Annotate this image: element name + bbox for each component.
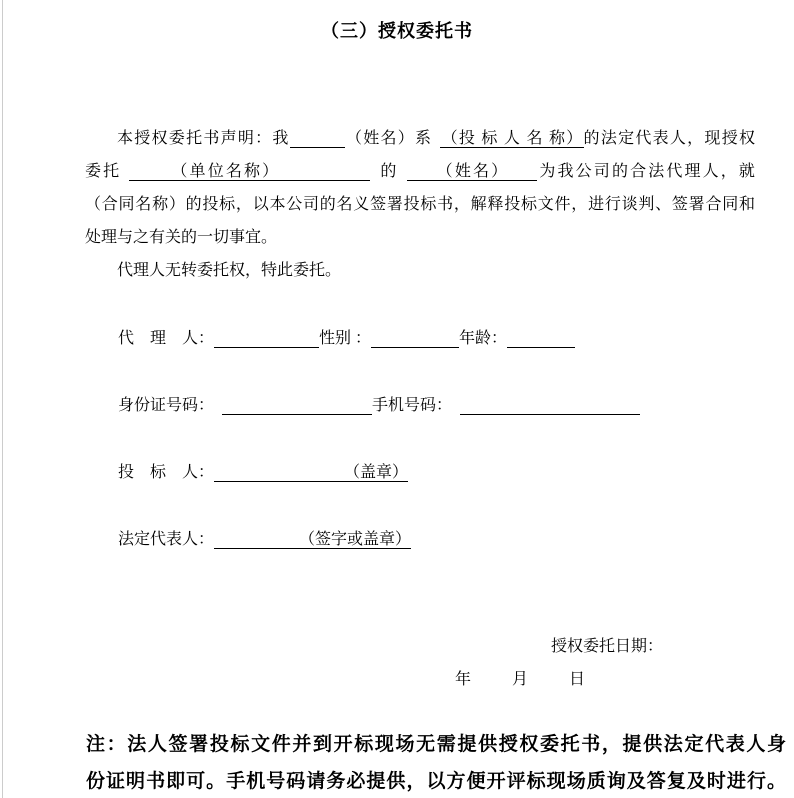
declaration-text: 的 (378, 163, 399, 180)
spacer (399, 175, 407, 176)
agent-name-field-blank (214, 330, 319, 348)
declaration-line-1 (85, 122, 755, 155)
bidder-row (85, 462, 755, 484)
age-field-blank (507, 330, 575, 348)
page-title: （三）授权委托书 (321, 21, 473, 41)
blank-line (214, 342, 319, 343)
signature-seal-caption: （签字或盖章） (299, 531, 412, 548)
no-delegation-paragraph: 代理人无转委托权，特此委托。 (117, 262, 342, 279)
footnote (86, 726, 786, 798)
age-label: 年龄： (459, 330, 508, 347)
declaration-text: 为我公司的合法代理人，就 (537, 163, 755, 180)
id-phone-row (85, 395, 755, 417)
name-caption: （姓名）系 (344, 130, 433, 147)
id-number-label: 身份证号码： (118, 397, 215, 414)
declaration-paragraph (85, 122, 755, 254)
year-month-day-line: 年 月 日 (455, 671, 589, 688)
blank-line (290, 142, 345, 143)
legal-rep-name-blank (290, 130, 345, 148)
agent-label: 代 理 人： (118, 330, 215, 347)
blank-line (214, 476, 344, 477)
page-edge-line (2, 0, 3, 798)
bidder-name-caption-underlined: （投 标 人 名 称） (440, 130, 584, 147)
footnote-line-1: 注：法人签署投标文件并到开标现场无需提供授权委托书，提供法定代表人身 (86, 734, 786, 755)
bidder-field-blank (214, 464, 408, 482)
id-number-field-blank (222, 397, 372, 415)
declaration-line-4: 处理与之有关的一切事宜。 (85, 229, 278, 246)
gender-field-blank (371, 330, 459, 348)
blank-line (407, 175, 435, 176)
legal-rep-row (85, 529, 755, 551)
declaration-text: 委托 (85, 163, 122, 180)
blank-line (509, 175, 537, 176)
blank-line (280, 175, 370, 176)
unit-name-caption: （单位名称） (169, 163, 281, 180)
blank-line (214, 543, 299, 544)
unit-name-blank (129, 163, 370, 181)
blank-line (460, 409, 640, 410)
bidder-label: 投 标 人： (118, 464, 215, 481)
phone-label: 手机号码： (372, 397, 453, 414)
declaration-line-3: （合同名称）的投标，以本公司的名义签署投标书，解释投标文件，进行谈判、签署合同和 (85, 196, 755, 213)
phone-field-blank (460, 397, 640, 415)
agent-info-row (85, 328, 755, 350)
declaration-line-2 (85, 155, 755, 188)
authorization-date-label: 授权委托日期： (550, 638, 663, 655)
spacer (214, 409, 222, 410)
seal-caption: （盖章） (344, 464, 409, 481)
legal-rep-label: 法定代表人： (118, 531, 215, 548)
name-caption: （姓名） (434, 163, 510, 180)
blank-line (222, 409, 372, 410)
legal-rep-field-blank (214, 531, 411, 549)
gender-label: 性别 ： (319, 330, 372, 347)
declaration-text: 的法定代表人，现授权 (583, 130, 755, 147)
declaration-text: 本授权委托书声明：我 (117, 130, 290, 147)
blank-line (371, 342, 459, 343)
spacer (452, 409, 460, 410)
agent-name-blank (407, 163, 538, 181)
blank-line (129, 175, 169, 176)
blank-line (507, 342, 575, 343)
footnote-line-2: 份证明书即可。手机号码请务必提供，以方便开评标现场质询及答复及时进行。 (86, 771, 786, 792)
document-body (85, 122, 755, 691)
